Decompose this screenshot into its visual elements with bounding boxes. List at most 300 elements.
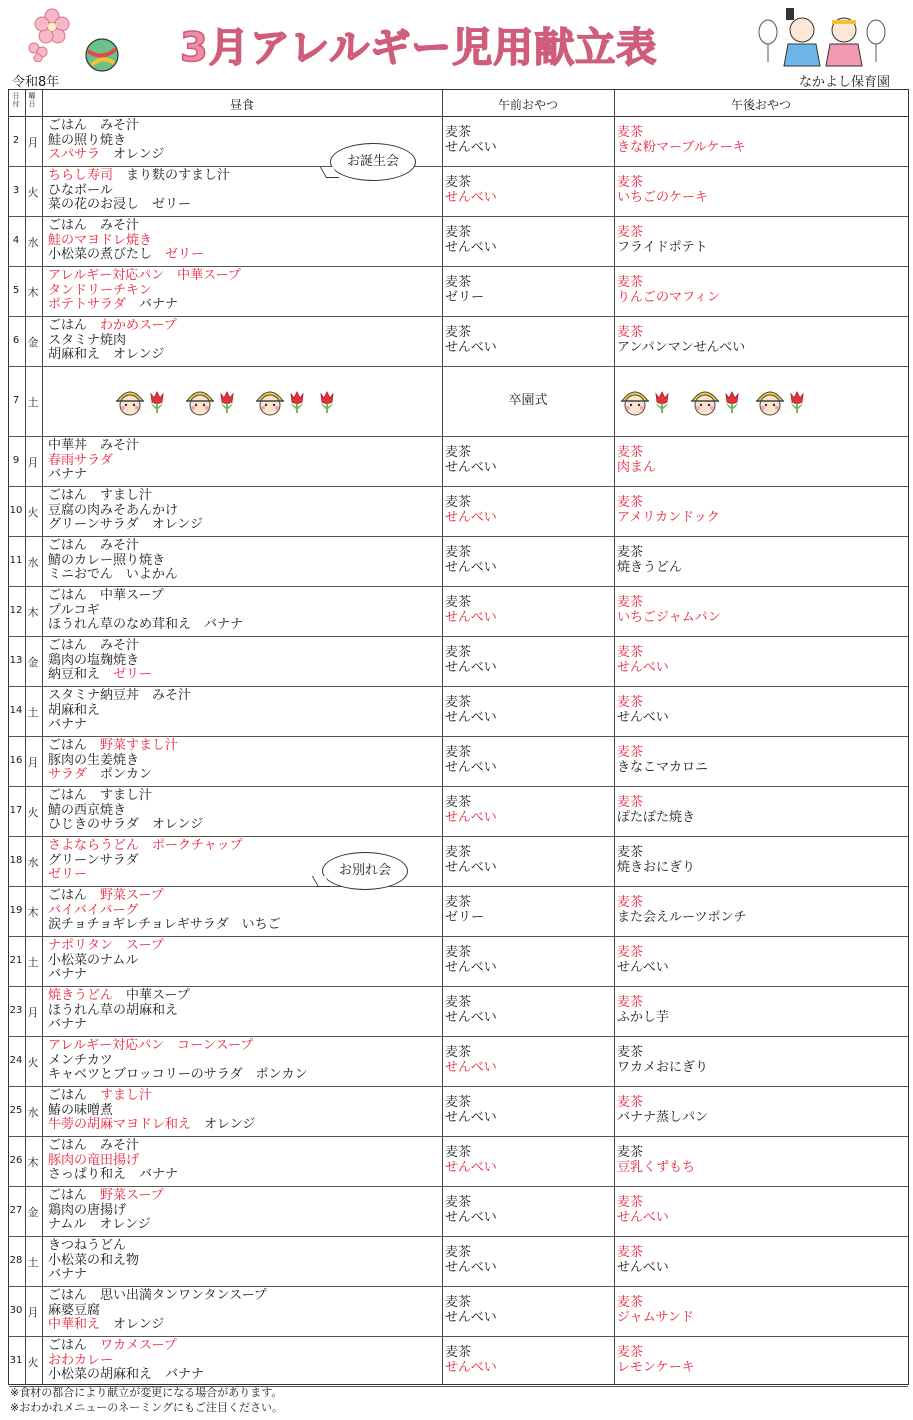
menu-text: ワカメスープ [87,1338,177,1353]
am-snack [445,846,497,875]
day-number: 18 [9,855,23,866]
day-number: 11 [9,555,23,566]
lunch-menu [48,789,203,833]
menu-text: 小松菜の煮びたし [48,247,153,262]
menu-text: せんべい [445,239,497,255]
menu-line [48,754,178,769]
menu-line [48,134,164,149]
child-hat-icon [114,387,146,417]
day-number: 26 [9,1155,23,1166]
menu-line [48,504,203,519]
am-snack [445,696,497,725]
menu-line [48,439,139,454]
pm-snack [617,696,669,725]
school-name: なかよし保育園 [799,75,891,90]
menu-text: 麦茶 [445,595,472,610]
menu-line [48,468,139,483]
menu-text: 納豆和え [48,667,101,682]
menu-text: 鯖のカレー照り焼き [48,552,166,568]
menu-text: 中華スープ [113,988,190,1003]
pm-snack [617,446,656,475]
menu-line [48,348,177,363]
day-of-week: 火 [27,506,39,519]
page-title: 3月アレルギー児用献立表 [180,25,658,71]
menu-text: いちごのケーキ [617,189,709,205]
menu-text: せんべい [445,1009,497,1025]
lunch-menu [48,889,281,933]
menu-text: グリーンサラダ オレンジ [48,517,203,532]
lunch-menu [48,1089,255,1133]
menu-text: りんごのマフィン [617,289,720,305]
day-of-week: 水 [27,236,39,249]
menu-line [48,1139,178,1154]
lunch-menu [48,589,243,633]
pm-snack [617,1346,695,1375]
pm-snack [617,796,695,825]
pm-snack [617,1146,695,1175]
menu-text: 麦茶 [617,945,644,960]
menu-text: ひなボール [48,182,113,198]
menu-line [48,1368,204,1383]
menu-text: 麦茶 [445,845,472,860]
menu-text: バナナ [48,1017,88,1032]
table-row [9,487,908,537]
menu-text: スタミナ焼肉 [48,332,127,348]
menu-line [48,604,243,619]
menu-text: せんべい [445,1059,497,1075]
lunch-menu [48,539,178,583]
table-row [9,1137,908,1187]
table-row [9,117,908,167]
menu-text: ごはん すまし汁 [48,788,153,803]
menu-line [48,454,139,469]
menu-text: 麦茶 [617,1195,644,1210]
menu-text: 胡麻和え オレンジ [48,347,165,362]
menu-line [48,1054,308,1069]
menu-text: アンパンマンせんべい [617,339,746,355]
menu-text: せんべい [445,189,497,205]
child-hat-icon [754,387,786,417]
menu-line [48,804,203,819]
menu-text: 麦茶 [445,125,472,140]
menu-text: 菜の花のお浸し ゼリー [48,197,192,212]
menu-line [48,889,281,904]
table-row [9,887,908,937]
menu-text: ジャムサンド [617,1309,694,1325]
menu-text: オレンジ [191,1117,256,1132]
menu-text: アメリカンドック [617,509,720,525]
table-row [9,267,908,317]
menu-table [8,89,909,1385]
menu-text: 麦茶 [617,1095,644,1110]
graduation-decoration [9,367,908,437]
lunch-menu [48,1139,178,1183]
menu-text: 麦茶 [617,445,644,460]
am-snack [445,946,497,975]
menu-text: 麦茶 [617,695,644,710]
menu-text: グリーンサラダ [48,852,139,868]
pm-snack [617,326,745,355]
menu-line [48,298,241,313]
day-number: 12 [9,605,23,616]
menu-text: ゼリー [445,909,485,925]
menu-text: せんべい [445,339,497,355]
menu-line [48,518,203,533]
menu-text: ぽたぽた焼き [617,809,696,825]
note-line: ※おわかれメニューのネーミングにもご注目ください。 [10,1401,283,1414]
menu-text: バナナ [48,467,88,482]
menu-text: ほうれん草の胡麻和え [48,1002,179,1018]
day-of-week: 月 [27,136,39,149]
menu-text: バナナ [48,967,88,982]
am-snack [445,596,497,625]
menu-text: 春雨サラダ [48,452,113,468]
menu-text: 鰆の味噌煮 [48,1102,114,1118]
pm-snack [617,996,669,1025]
am-snack [445,646,497,675]
menu-line [48,248,204,263]
menu-text: ごはん [48,738,88,753]
menu-text: ほうれん草のなめ茸和え バナナ [48,617,244,632]
menu-text: せんべい [445,609,497,625]
temari-ball-icon [84,37,120,73]
menu-text: 麦茶 [617,495,644,510]
menu-text: 麦茶 [445,225,472,240]
lunch-menu [48,739,178,783]
child-hat-icon [689,387,721,417]
menu-text: 麦茶 [617,225,644,240]
pm-snack [617,276,720,305]
graduation-ceremony-label: 卒園式 [508,393,548,408]
tulip-icon [219,390,235,414]
pm-snack [617,1196,669,1225]
pm-snack [617,226,708,255]
menu-text: 麦茶 [445,1245,472,1260]
menu-line [48,1354,204,1369]
header-day: 日付 [12,92,20,108]
menu-text: 麦茶 [445,795,472,810]
menu-text: すまし汁 [87,1088,153,1103]
menu-line [48,818,203,833]
menu-line [48,939,164,954]
menu-text: 麦茶 [617,1045,644,1060]
menu-text: 麦茶 [617,745,644,760]
menu-text: 牛蒡の胡麻マヨドレ和え [48,1117,192,1132]
day-number: 14 [9,705,23,716]
day-number: 24 [9,1055,23,1066]
lunch-menu [48,119,164,163]
menu-line [48,1254,139,1269]
menu-text: ごはん みそ汁 [48,638,140,653]
pm-snack [617,846,695,875]
am-snack [445,126,497,155]
menu-text: 焼きおにぎり [617,859,696,875]
tulip-icon [724,390,740,414]
note-line: ※食材の都合により献立が変更になる場合があります。 [10,1386,283,1399]
menu-text: 麦茶 [445,745,472,760]
menu-text: 麦茶 [617,845,644,860]
menu-text: ミニおでん いよかん [48,567,178,582]
menu-text: 麦茶 [445,325,472,340]
menu-text: ごはん みそ汁 [48,118,140,133]
menu-text: せんべい [617,709,669,725]
menu-text: 麦茶 [445,1145,472,1160]
menu-text: 小松菜の胡麻和え バナナ [48,1367,205,1382]
menu-text: タンドリーチキン [48,282,152,298]
menu-line [48,868,243,883]
header-pm-snack: 午後おやつ [730,98,791,112]
day-number: 16 [9,755,23,766]
menu-text: 豚肉の生姜焼き [48,752,140,768]
day-number: 10 [9,505,23,516]
am-snack [445,1146,497,1175]
lunch-menu [48,939,164,983]
menu-line [48,554,178,569]
menu-line [48,1039,308,1054]
menu-text: せんべい [617,1259,669,1275]
menu-text: せんべい [445,659,497,675]
menu-text: せんべい [445,1359,497,1375]
day-of-week: 火 [27,806,39,819]
header [0,0,913,89]
menu-text: ごはん [48,1088,88,1103]
menu-text: 鶏肉の唐揚げ [48,1202,127,1218]
lunch-menu [48,989,190,1033]
menu-text: せんべい [445,1159,497,1175]
menu-line [48,989,190,1004]
menu-text: 焼きうどん [617,559,683,575]
day-of-week: 月 [27,756,39,769]
menu-text: ごはん みそ汁 [48,218,140,233]
table-row [9,367,908,437]
menu-text: 麦茶 [445,945,472,960]
am-snack [445,276,484,305]
am-snack [445,1096,497,1125]
menu-line [48,489,203,504]
child-hat-icon [184,387,216,417]
menu-text: せんべい [445,859,497,875]
day-number: 17 [9,805,23,816]
menu-text: 麦茶 [617,895,644,910]
menu-line [48,1239,139,1254]
menu-line [48,1304,267,1319]
lunch-menu [48,1039,308,1083]
menu-text: バナナ [125,297,178,312]
menu-text: せんべい [445,809,497,825]
menu-text: 肉まん [617,459,657,475]
menu-text: 麦茶 [617,325,644,340]
menu-text: せんべい [445,1209,497,1225]
pm-snack [617,596,721,625]
menu-text: フライドポテト [617,239,708,255]
menu-text: アレルギー対応パン 中華スープ [48,268,241,283]
lunch-menu [48,489,203,533]
menu-text: スパサラ [48,147,101,162]
menu-text: せんべい [445,709,497,725]
menu-line [48,718,191,733]
table-row [9,217,908,267]
era-label: 令和8年 [12,75,60,90]
lunch-menu [48,639,152,683]
menu-text: 麻婆豆腐 [48,1302,101,1318]
day-of-week: 火 [27,186,39,199]
menu-line [48,1289,267,1304]
day-number: 19 [9,905,23,916]
menu-line [48,1104,255,1119]
child-hat-icon [619,387,651,417]
menu-text: ポンカン [86,767,152,782]
menu-text: メンチカツ [48,1052,113,1068]
menu-text: 野菜すまし汁 [87,738,179,753]
pm-snack [617,746,708,775]
am-snack [445,996,497,1025]
pm-snack [617,1246,669,1275]
menu-line [48,1118,255,1133]
menu-text: きな粉マーブルケーキ [617,139,746,155]
am-snack [445,226,497,255]
day-of-week: 金 [27,656,39,669]
menu-text: 鯖の西京焼き [48,802,127,818]
menu-text: 鶏肉の塩麹焼き [48,652,140,668]
day-of-week: 木 [27,906,39,919]
day-number: 30 [9,1305,23,1316]
am-snack [445,176,497,205]
header-am-snack: 午前おやつ [497,98,558,112]
menu-text: せんべい [445,959,497,975]
menu-line [48,1089,255,1104]
day-number: 23 [9,1005,23,1016]
day-of-week: 金 [27,336,39,349]
menu-line [48,639,152,654]
menu-text: 鮭のマヨドレ焼き [48,232,153,248]
table-row [9,317,908,367]
menu-text: バナナ [48,1267,88,1282]
menu-text: ワカメおにぎり [617,1059,709,1075]
menu-text: 麦茶 [445,895,472,910]
menu-text: きつねうどん [48,1238,127,1253]
menu-text: 鮭の照り焼き [48,132,127,148]
menu-text: せんべい [445,1109,497,1125]
day-of-week: 月 [27,1006,39,1019]
menu-line [48,568,178,583]
day-of-week: 木 [27,286,39,299]
menu-text: 小松菜のナムル [48,952,139,968]
am-snack [445,1246,497,1275]
menu-text: ごはん みそ汁 [48,538,140,553]
am-snack [445,1296,497,1325]
menu-line [48,739,178,754]
menu-text: 麦茶 [445,695,472,710]
menu-text: 野菜スープ [87,1188,164,1203]
am-snack [445,896,484,925]
day-of-week: 月 [27,456,39,469]
table-row [9,937,908,987]
day-of-week: 水 [27,856,39,869]
menu-text: 焼きうどん [48,988,114,1003]
table-row [9,1187,908,1237]
menu-text: 麦茶 [445,995,472,1010]
lunch-menu [48,439,139,483]
child-hat-icon [254,387,286,417]
table-row [9,1287,908,1337]
day-of-week: 土 [27,956,39,969]
plum-blossom-icon [24,6,82,62]
menu-text: 麦茶 [617,595,644,610]
lunch-menu [48,219,204,263]
menu-text: 麦茶 [445,645,472,660]
table-row [9,1037,908,1087]
pm-snack [617,546,682,575]
day-number: 13 [9,655,23,666]
lunch-menu [48,169,230,213]
menu-text: オレンジ [100,147,165,162]
table-row [9,637,908,687]
menu-text: せんべい [617,659,669,675]
menu-text: せんべい [445,1309,497,1325]
day-number: 9 [12,455,20,466]
menu-line [48,234,204,249]
menu-text: ふかし芋 [617,1009,670,1025]
table-row [9,687,908,737]
menu-line [48,539,178,554]
menu-text: アレルギー対応パン コーンスープ [48,1038,254,1053]
day-number: 25 [9,1105,23,1116]
menu-line [48,1218,164,1233]
notes [10,1385,283,1415]
menu-text: サラダ [48,767,87,782]
menu-text: せんべい [445,459,497,475]
menu-text: ちらし寿司 [48,168,114,183]
menu-line [48,654,152,669]
lunch-menu [48,1339,204,1383]
birthday-bubble: お誕生会 [330,143,416,181]
menu-text: 麦茶 [617,1345,644,1360]
menu-line [48,768,178,783]
day-of-week: 水 [27,556,39,569]
menu-text: ゼリー [48,867,88,882]
tulip-icon [149,390,165,414]
table-row [9,737,908,787]
lunch-menu [48,1189,164,1233]
menu-text: レモンケーキ [617,1359,695,1375]
table-row [9,1087,908,1137]
menu-text: ナポリタン スープ [48,938,164,953]
menu-text: せんべい [445,759,497,775]
menu-text: オレンジ [100,1317,165,1332]
menu-text: 麦茶 [617,795,644,810]
menu-text: 麦茶 [445,175,472,190]
table-row [9,1237,908,1287]
table-row [9,537,908,587]
menu-text: 豚肉の竜田揚げ [48,1152,140,1168]
day-of-week: 木 [27,606,39,619]
menu-line [48,219,204,234]
menu-text: ごはん [48,1338,88,1353]
menu-text: ゼリー [100,667,153,682]
tulip-icon [319,390,335,414]
am-snack [445,1046,497,1075]
menu-line [48,954,164,969]
menu-line [48,1189,164,1204]
menu-text: 小松菜の和え物 [48,1252,140,1268]
menu-text: せんべい [445,509,497,525]
menu-text: 麦茶 [617,1245,644,1260]
menu-line [48,148,164,163]
menu-text: さよならうどん ポークチャップ [48,838,243,853]
menu-text: 豆腐の肉みそあんかけ [48,502,179,518]
table-row [9,587,908,637]
pm-snack [617,176,708,205]
